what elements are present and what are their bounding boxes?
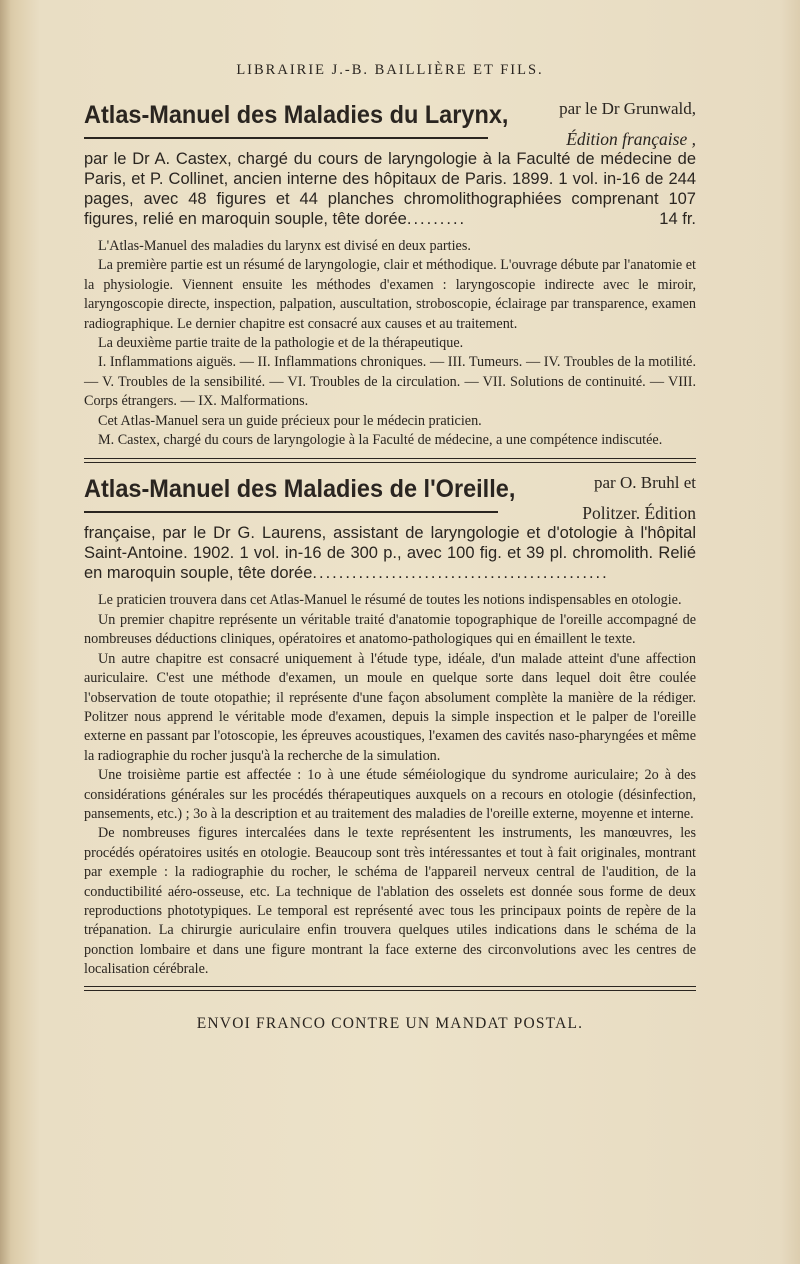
ear-entry — [84, 475, 696, 979]
larynx-edition-line — [84, 129, 696, 149]
publisher-header: LIBRAIRIE J.-B. BAILLIÈRE ET FILS. — [236, 62, 544, 78]
ear-lead-text: française, par le Dr G. Laurens, assistant de laryngologie et d'otologie à l'hôpital Saint-Antoine. 1902. 1 vol. in-16 de 300 p., avec 100 fig. et 39 pl. chromolith. Relié en maroquin souple, tête dorée — [84, 524, 696, 583]
larynx-title: Atlas-Manuel des Maladies du Larynx, — [84, 101, 509, 129]
title-underline — [84, 137, 488, 139]
larynx-price: 14 fr. — [659, 210, 696, 228]
footer-divider — [84, 986, 696, 991]
paragraph: La deuxième partie traite de la pathologie et de la thérapeutique. — [98, 335, 464, 352]
ear-title-block — [84, 475, 696, 503]
ear-author-2: Politzer. Édition — [582, 503, 696, 524]
paragraph: Le praticien trouvera dans cet Atlas-Manuel le résumé de toutes les notions indispensables en otologie. — [98, 592, 682, 609]
paragraph: Un autre chapitre est consacré uniquement à l'étude type, idéale, d'un malade atteint d'une affection auriculaire. C'est une méthode d'examen, un moule en quelque sorte dans lequel doit être coulée l'observation de toute otopathie; il représente d'une façon absolument complète la manière de la rédiger. Politzer nous apprend le véritable mode d'examen, depuis la simple inspection et le palper de l'oreille externe en passant par l'otoscopie, les épreuves acoustiques, l'examen des cavités naso-pharyngées et même la radiographie du rocher jusqu'à la recherche de la simulation. — [84, 650, 696, 764]
paragraph: Un premier chapitre représente un véritable traité d'anatomie topographique de l'oreille accompagné de nombreuses déductions cliniques, opératoires et anatomo-pathologiques qui en émaillent le texte. — [84, 611, 696, 648]
title-underline — [84, 511, 498, 513]
larynx-title-block — [84, 101, 696, 129]
paragraph: De nombreuses figures intercalées dans le texte représentent les instruments, les manœuvres, les procédés opératoires usités en otologie. Beaucoup sont très intéressantes et tout à fait originales, montrant par exemple : la radiographie du rocher, le schéma de l'appareil nerveux central de l'audition, de la conductibilité aéro-osseuse, etc. La technique de l'ablation des osselets est donnée sous forme de deux reproductions phototypiques. Le temporal est représenté avec tous les principaux points de repère de la trépanation. La chirurgie auriculaire enfin trouvera quelques utiles indications dans le schéma de la ponction lombaire et dans une figure montrant la face externe des circonvolutions avec les centres de localisation cérébrale. — [84, 825, 696, 978]
book-spine-shadow — [0, 0, 10, 1264]
paragraph: M. Castex, chargé du cours de laryngologie à la Faculté de médecine, a une compétence indiscutée. — [98, 432, 663, 449]
price-leader: ............................................. — [312, 564, 609, 583]
larynx-author: par le Dr Grunwald, — [559, 99, 696, 118]
paragraph: L'Atlas-Manuel des maladies du larynx est divisé en deux parties. — [98, 238, 471, 254]
ear-title: Atlas-Manuel des Maladies de l'Oreille, — [84, 475, 516, 504]
section-divider — [84, 458, 696, 463]
ear-description — [84, 591, 696, 979]
price-leader: ......... — [406, 210, 467, 228]
document-content — [84, 58, 696, 1033]
larynx-lead-text: par le Dr A. Castex, chargé du cours de laryngologie à la Faculté de médecine de Paris, et P. Collinet, ancien interne des hôpitaux de Paris. 1899. 1 vol. in-16 de 244 pages, avec 48 figures et 44 planches chromolithographiées comprenant 107 figures, relié en maroquin souple, tête dorée — [84, 150, 696, 228]
paragraph: Cet Atlas-Manuel sera un guide précieux pour le médecin praticien. — [98, 412, 482, 429]
larynx-description — [84, 237, 696, 450]
paragraph: I. Inflammations aiguës. — II. Inflammations chroniques. — III. Tumeurs. — IV. Troubles de la motilité. — V. Troubles de la sensibilité. — VI. Troubles de la circulation. — VII. Solutions de continuité. — VIII. Corps étrangers. — IX. Malformations. — [84, 354, 696, 410]
ear-author: par O. Bruhl et — [594, 473, 696, 493]
footer-note: ENVOI FRANCO CONTRE UN MANDAT POSTAL. — [196, 1014, 584, 1032]
larynx-edition: Édition française , — [566, 129, 696, 149]
larynx-lead — [84, 149, 696, 229]
paragraph: La première partie est un résumé de laryngologie, clair et méthodique. L'ouvrage débute par l'anatomie et la physiologie. Viennent ensuite les méthodes d'examen : laryngoscopie indirecte avec le miroir, laryngoscopie directe, inspection, palpation, auscultation, stroboscopie, éclairage par transparence, examen radiographique. Le dernier chapitre est consacré aux causes et au traitement. — [84, 257, 696, 332]
ear-edition-line — [84, 503, 696, 523]
paragraph: Une troisième partie est affectée : 1o à une étude séméiologique du syndrome auriculaire; 2o à des considérations générales sur les procédés thérapeutiques auxquels on a recours en otologie (désinfection, pansements, etc.) ; 3o à la description et au traitement des maladies de l'oreille externe, moyenne et interne. — [84, 767, 696, 822]
larynx-entry — [84, 101, 696, 450]
ear-lead — [84, 523, 696, 583]
